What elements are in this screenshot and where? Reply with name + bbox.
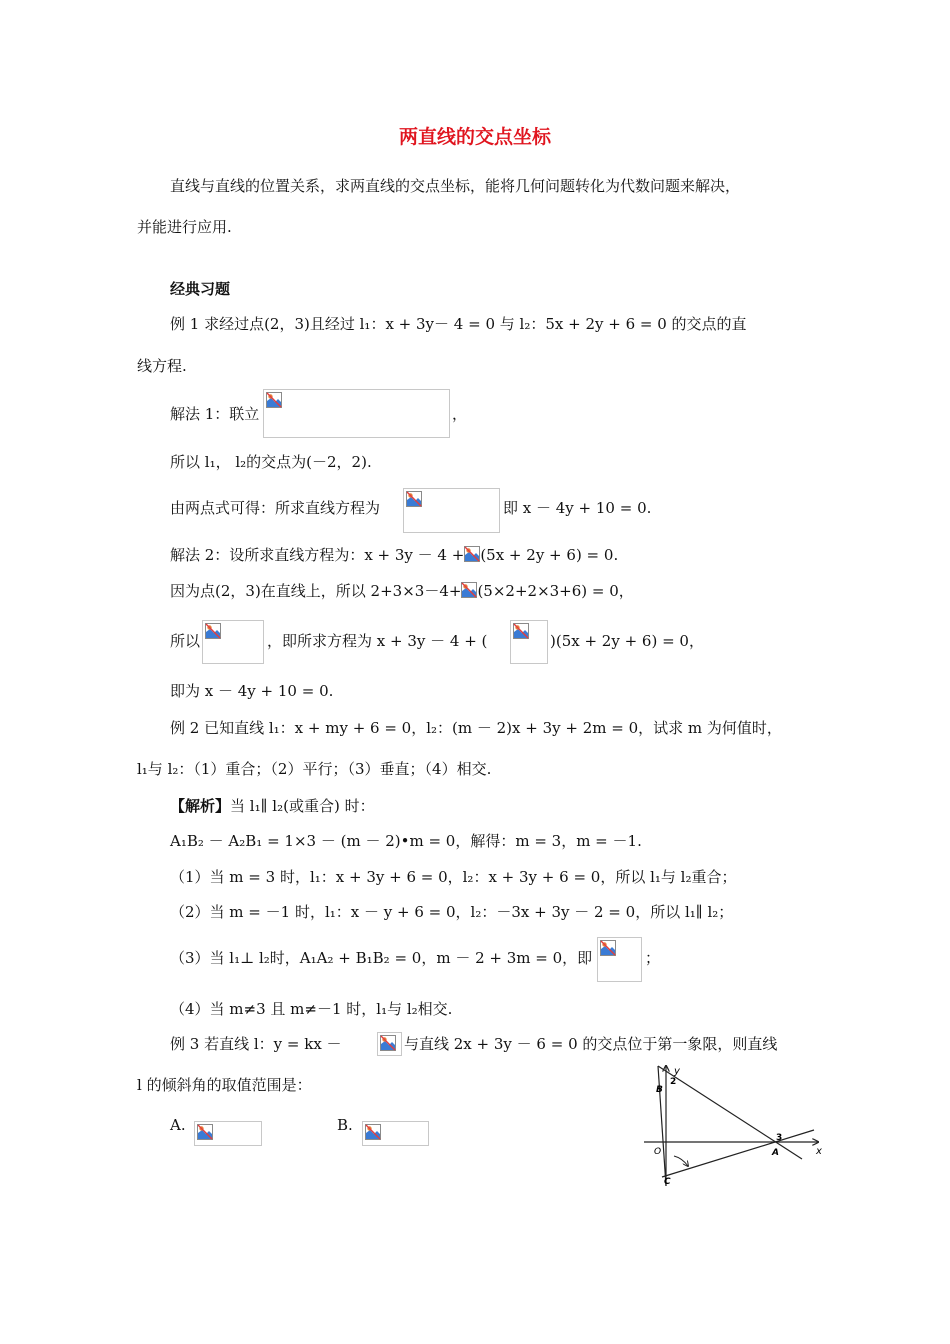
ex1-method2-b: (5x + 2y + 6) = 0. — [480, 546, 619, 564]
coordinate-figure — [636, 1062, 826, 1188]
label-O: O — [654, 1147, 662, 1157]
ex2-case-4: （4）当 m≠3 且 m≠－1 时，l₁与 l₂相交. — [170, 1000, 453, 1018]
ex3-line1-prefix: 例 3 若直线 l：y = kx － — [170, 1035, 342, 1053]
ex1-point-a: 因为点(2，3)在直线上，所以 2+3×3－4+ — [170, 582, 462, 600]
label-y: y — [674, 1066, 680, 1077]
ex1-method1-prefix: 解法 1：联立 — [170, 405, 260, 423]
ex1-point-b: (5×2+2×3+6) = 0， — [477, 582, 634, 600]
label-3: 3 — [776, 1133, 783, 1143]
ex1-so-a: 所以 — [170, 632, 201, 650]
m-value-image — [597, 937, 642, 982]
label-A: A — [772, 1148, 779, 1158]
ex1-point-line — [170, 580, 634, 602]
broken-image-icon — [205, 623, 221, 639]
ex2-case-3-suffix: ； — [645, 949, 661, 967]
ex1-method2-line — [170, 544, 618, 566]
ex1-method2-a: 解法 2：设所求直线方程为：x + 3y － 4 + — [170, 546, 465, 564]
intro-line-1: 直线与直线的位置关系，求两直线的交点坐标，能将几何问题转化为代数问题来解决， — [170, 177, 741, 195]
ex2-case-3-prefix: （3）当 l₁⊥ l₂时，A₁A₂ + B₁B₂ = 0，m － 2 + 3m = 0，即 — [170, 949, 593, 967]
ex2-question-line-2: l₁与 l₂：（1）重合；（2）平行；（3）垂直；（4）相交. — [137, 760, 492, 778]
ex2-case-2: （2）当 m = －1 时，l₁：x － y + 6 = 0，l₂：－3x + 3y － 2 = 0，所以 l₁∥ l₂； — [170, 903, 734, 921]
ex1-so-b: ，即所求方程为 x + 3y － 4 + ( — [267, 632, 488, 650]
ex1-two-point-prefix: 由两点式可得：所求直线方程为 — [170, 499, 381, 517]
equation-system-image — [263, 389, 450, 438]
ex3-line1-suffix: 与直线 2x + 3y － 6 = 0 的交点位于第一象限，则直线 — [404, 1035, 778, 1053]
broken-image-icon — [197, 1124, 213, 1140]
given-line — [658, 1066, 802, 1159]
label-B: B — [656, 1085, 663, 1095]
option-b-image — [362, 1121, 429, 1146]
ex1-intersection-result: 所以 l₁， l₂的交点为(－2，2). — [170, 453, 372, 471]
two-point-equation-image — [403, 488, 500, 533]
angle-arc — [674, 1156, 688, 1166]
option-a-label: A. — [170, 1116, 186, 1134]
analysis-tag: 【解析】 — [170, 797, 231, 815]
ex1-final: 即为 x － 4y + 10 = 0. — [170, 682, 334, 700]
label-C: C — [664, 1177, 671, 1187]
ex1-question-line-1: 例 1 求经过点(2，3)且经过 l₁：x + 3y－ 4 = 0 与 l₂：5x + 2y + 6 = 0 的交点的直 — [170, 315, 747, 333]
ex3-question-line-2: l 的倾斜角的取值范围是： — [137, 1076, 312, 1094]
broken-image-icon — [406, 491, 422, 507]
section-heading: 经典习题 — [170, 280, 231, 298]
broken-image-icon — [266, 392, 282, 408]
ex2-case-1: （1）当 m = 3 时，l₁：x + 3y + 6 = 0，l₂：x + 3y + 6 = 0，所以 l₁与 l₂重合； — [170, 868, 737, 886]
label-2: 2 — [670, 1077, 677, 1087]
lambda-value-image — [202, 620, 264, 664]
option-b-label: B. — [337, 1116, 353, 1134]
sqrt3-image — [377, 1032, 402, 1056]
ex2-calc: A₁B₂ － A₂B₁ = 1×3 － (m － 2)•m = 0，解得：m = 3，m = －1. — [170, 832, 642, 850]
option-a-image — [194, 1121, 262, 1146]
ex1-question-line-2: 线方程. — [137, 357, 187, 375]
page-title: 两直线的交点坐标 — [398, 126, 551, 148]
line-l — [662, 1130, 814, 1177]
lambda-inline-image — [510, 620, 548, 664]
broken-image-icon — [464, 546, 480, 562]
broken-image-icon — [600, 940, 616, 956]
ex1-two-point-suffix: 即 x － 4y + 10 = 0. — [503, 499, 652, 517]
intro-line-2: 并能进行应用. — [137, 218, 232, 236]
broken-image-icon — [513, 623, 529, 639]
ex1-method1-suffix: ， — [452, 405, 468, 423]
ex2-analysis — [170, 795, 375, 817]
ex1-so-c: )(5x + 2y + 6) = 0， — [550, 632, 704, 650]
ex3-question-line-1 — [170, 1033, 342, 1055]
ex2-question-line-1: 例 2 已知直线 l₁：x + my + 6 = 0，l₂：(m － 2)x + 3y + 2m = 0，试求 m 为何值时， — [170, 719, 782, 737]
boundary-line — [658, 1066, 666, 1186]
broken-image-icon — [461, 582, 477, 598]
broken-image-icon — [380, 1035, 396, 1051]
label-x: x — [816, 1146, 822, 1157]
broken-image-icon — [365, 1124, 381, 1140]
analysis-text: 当 l₁∥ l₂(或重合) 时： — [230, 797, 375, 815]
